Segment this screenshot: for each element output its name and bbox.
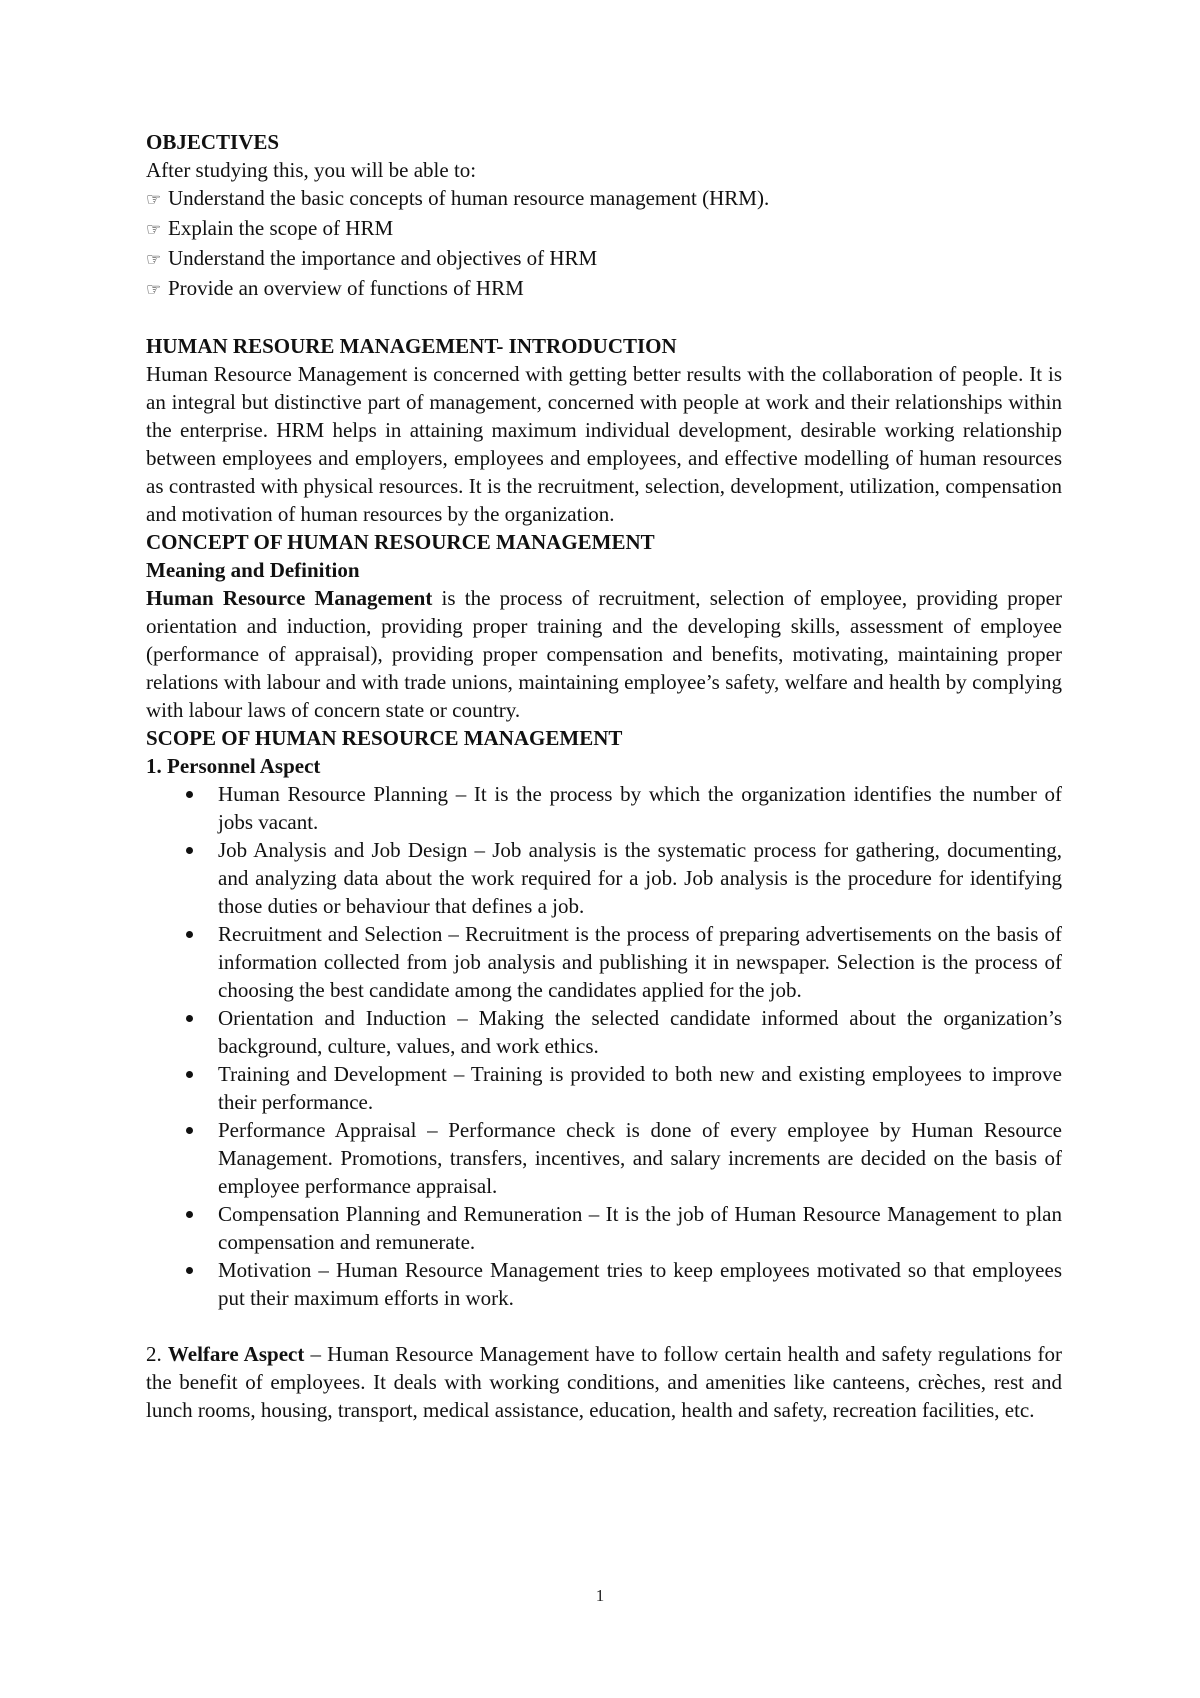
list-item: Orientation and Induction – Making the selected candidate informed about the organization’s background, culture, values, and work ethics.	[186, 1004, 1062, 1060]
objective-item: ☞ Provide an overview of functions of HRM	[146, 274, 1062, 304]
introduction-heading: HUMAN RESOURE MANAGEMENT- INTRODUCTION	[146, 334, 677, 358]
bullet-icon	[186, 1211, 193, 1218]
list-item: Motivation – Human Resource Management tries to keep employees motivated so that employees put their maximum efforts in work.	[186, 1256, 1062, 1312]
bullet-icon	[186, 847, 193, 854]
document-page	[146, 128, 1062, 1424]
list-item: Training and Development – Training is provided to both new and existing employees to improve their performance.	[186, 1060, 1062, 1116]
list-item: Performance Appraisal – Performance check is done of every employee by Human Resource Management. Promotions, transfers, incentives, and salary increments are decided on the basis of employee performance appraisal.	[186, 1116, 1062, 1200]
introduction-paragraph: Human Resource Management is concerned with getting better results with the collaboration of people. It is an integral but distinctive part of management, concerned with people at work and their relationships within the enterprise. HRM helps in attaining maximum individual development, desirable working relationship between employees and employers, employees and employees, and effective modelling of human resources as contrasted with physical resources. It is the recruitment, selection, development, utilization, compensation and motivation of human resources by the organization.	[146, 362, 1062, 526]
definition-term: Human Resource Management	[146, 586, 433, 610]
page-number: 1	[595, 1586, 605, 1605]
bullet-icon	[186, 931, 193, 938]
concept-heading: CONCEPT OF HUMAN RESOURCE MANAGEMENT	[146, 530, 655, 554]
personnel-aspect-list	[146, 780, 1062, 1312]
objective-item: ☞ Understand the importance and objectives of HRM	[146, 244, 1062, 274]
hand-pointer-icon: ☞	[146, 220, 162, 239]
list-item: Job Analysis and Job Design – Job analysis is the systematic process for gathering, documenting, and analyzing data about the work required for a job. Job analysis is the procedure for identifying those duties or behaviour that defines a job.	[186, 836, 1062, 920]
bullet-icon	[186, 1127, 193, 1134]
list-item: Recruitment and Selection – Recruitment is the process of preparing advertisements on the basis of information collected from job analysis and publishing it in newspaper. Selection is the process of choosing the best candidate among the candidates applied for the job.	[186, 920, 1062, 1004]
list-item: Human Resource Planning – It is the process by which the organization identifies the number of jobs vacant.	[186, 780, 1062, 836]
meaning-subheading: Meaning and Definition	[146, 558, 360, 582]
welfare-aspect-paragraph: 2. Welfare Aspect – Human Resource Management have to follow certain health and safety regulations for the benefit of employees. It deals with working conditions, and amenities like canteens, crèches, rest and lunch rooms, housing, transport, medical assistance, education, health and safety, recreation facilities, etc.	[146, 1342, 1063, 1422]
hand-pointer-icon: ☞	[146, 190, 162, 209]
personnel-aspect-heading: 1. Personnel Aspect	[146, 754, 321, 778]
welfare-aspect-term: Welfare Aspect	[167, 1342, 305, 1366]
definition-paragraph: Human Resource Management is the process of recruitment, selection of employee, providing proper orientation and induction, providing proper training and the developing skills, assessment of employee (performance of appraisal), providing proper compensation and benefits, motivating, maintaining proper relations with labour and with trade unions, maintaining employee’s safety, welfare and health by complying with labour laws of concern state or country.	[146, 586, 1062, 722]
objectives-intro: After studying this, you will be able to:	[146, 158, 477, 182]
scope-heading: SCOPE OF HUMAN RESOURCE MANAGEMENT	[146, 726, 623, 750]
bullet-icon	[186, 1015, 193, 1022]
list-item: Compensation Planning and Remuneration – It is the job of Human Resource Management to plan compensation and remunerate.	[186, 1200, 1062, 1256]
objective-item: ☞ Understand the basic concepts of human resource management (HRM).	[146, 184, 1062, 214]
hand-pointer-icon: ☞	[146, 250, 162, 269]
objectives-heading: OBJECTIVES	[146, 130, 280, 154]
hand-pointer-icon: ☞	[146, 280, 162, 299]
bullet-icon	[186, 791, 193, 798]
bullet-icon	[186, 1267, 193, 1274]
bullet-icon	[186, 1071, 193, 1078]
objective-item: ☞ Explain the scope of HRM	[146, 214, 1062, 244]
